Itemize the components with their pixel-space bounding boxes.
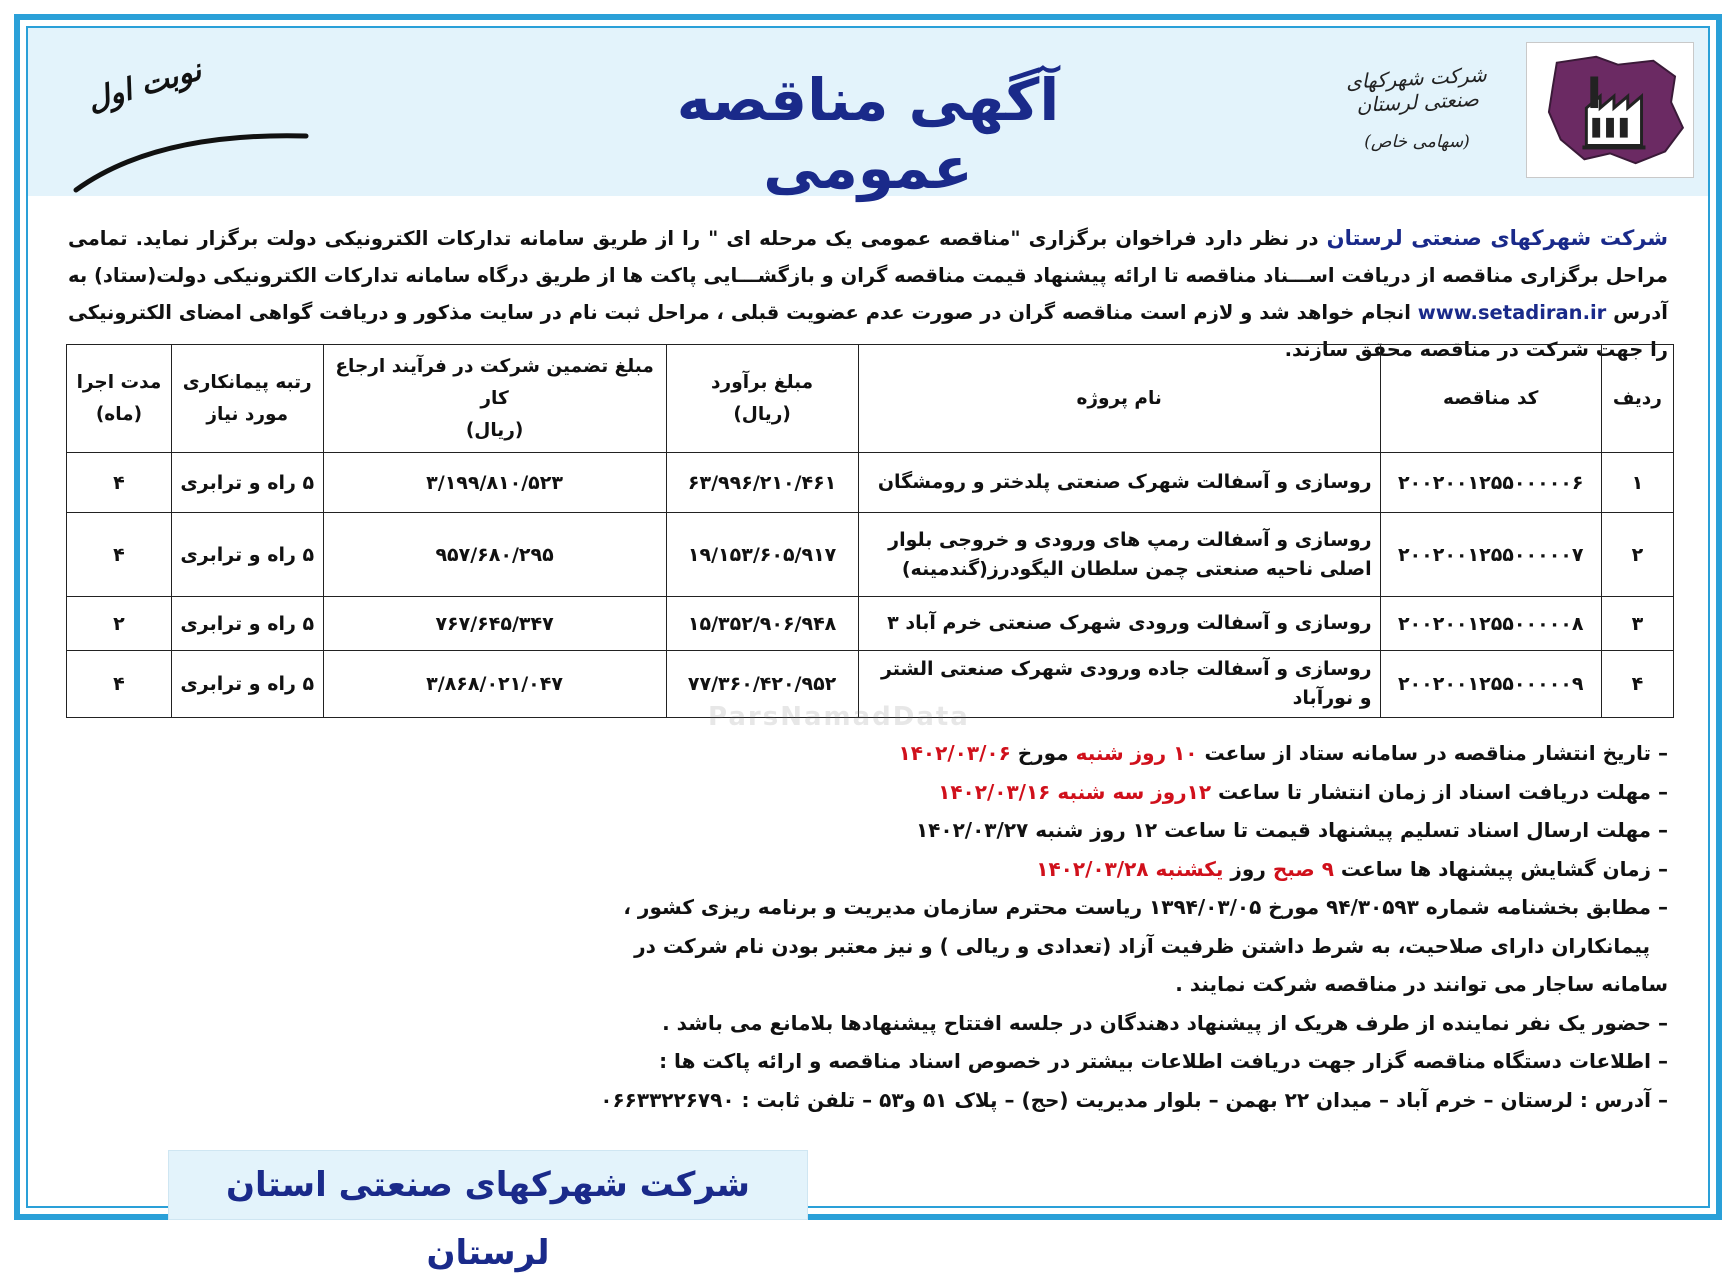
intro-text-1: در نظر دارد فراخوان برگزاری "مناقصه عمومی یک مرحله ای " را از طریق سامانه تدارکات الکترونیکی دولت برگزار نماید. تمامی مراحل برگزاری مناقصه از دریافت اســـناد مناقصه تا ارائه پیشنهاد قیمت مناقصه گران و بازگشـــایی پاکت ها از طریق درگاه سامانه تدارکات الکترونیکی دولت(ستاد) به آدرس — [68, 227, 1668, 324]
factory-map-logo-icon — [1527, 43, 1693, 177]
setadiran-link[interactable]: www.setadiran.ir — [1417, 301, 1607, 324]
header-project: نام پروژه — [858, 345, 1380, 453]
cell-row-number: ۱ — [1601, 453, 1673, 513]
page-title: آگهی مناقصه عمومی — [676, 66, 1060, 202]
cell-estimate: ۱۹/۱۵۳/۶۰۵/۹۱۷ — [666, 513, 858, 597]
detail-publish-date-value: ۱۴۰۲/۰۳/۰۶ — [898, 741, 1011, 765]
detail-publish-b: مورخ — [1010, 741, 1076, 765]
footer-company-name: شرکت شهرکهای صنعتی استان لرستان — [226, 1165, 750, 1273]
cell-grade: ۵ راه و ترابری — [171, 453, 323, 513]
detail-open-red2: یکشنبه ۱۴۰۲/۰۳/۲۸ — [1036, 856, 1224, 881]
detail-open-b: روز — [1223, 856, 1273, 881]
header-estimate — [666, 345, 858, 453]
header-grade: رتبه پیمانکاری مورد نیاز — [171, 345, 323, 453]
cell-code: ۲۰۰۲۰۰۱۲۵۵۰۰۰۰۰۸ — [1380, 597, 1601, 651]
details-list — [88, 734, 1668, 1119]
cell-grade: ۵ راه و ترابری — [171, 597, 323, 651]
cell-estimate: ۱۵/۳۵۲/۹۰۶/۹۴۸ — [666, 597, 858, 651]
cell-project: روسازی و آسفالت رمپ های ورودی و خروجی بلوار اصلی ناحیه صنعتی چمن سلطان الیگودرز(گندمینه) — [858, 513, 1380, 597]
tenders-table — [66, 344, 1674, 718]
table-row — [67, 513, 1674, 597]
header-guarantee — [323, 345, 666, 453]
detail-circular-1: – مطابق بخشنامه شماره ۹۴/۳۰۵۹۳ مورخ ۱۳۹۴/۰۳/۰۵ ریاست محترم سازمان مدیریت و برنامه ریزی کشور ، — [623, 895, 1668, 919]
cell-estimate: ۷۷/۳۶۰/۴۲۰/۹۵۲ — [666, 651, 858, 718]
header-duration-label: مدت اجرا — [76, 371, 162, 393]
cell-duration: ۴ — [67, 651, 172, 718]
detail-circular-2: پیمانکاران دارای صلاحیت، به شرط داشتن ظرفیت آزاد (تعدادی و ریالی ) و نیز معتبر بودن نام شرکت در — [634, 933, 1650, 958]
cell-duration: ۲ — [67, 597, 172, 651]
header-duration-unit: (ماه) — [95, 403, 143, 425]
footer-company-box — [168, 1150, 808, 1273]
header-guarantee-label: مبلغ تضمین شرکت در فرآیند ارجاع کار — [335, 355, 654, 409]
cell-row-number: ۲ — [1601, 513, 1673, 597]
cell-row-number: ۳ — [1601, 597, 1673, 651]
cell-code: ۲۰۰۲۰۰۱۲۵۵۰۰۰۰۰۷ — [1380, 513, 1601, 597]
header-band — [28, 28, 1708, 202]
table-row — [67, 597, 1674, 651]
detail-publish-red: ۱۰ روز شنبه — [1075, 741, 1198, 765]
company-signature-type: (سهامی خاص) — [1364, 132, 1470, 152]
cell-row-number: ۴ — [1601, 651, 1673, 718]
company-signature — [1322, 62, 1512, 152]
detail-publish-date — [88, 734, 1668, 773]
company-logo — [1526, 42, 1694, 178]
detail-open-a: – زمان گشایش پیشنهاد ها ساعت — [1333, 856, 1668, 881]
cell-project: روسازی و آسفالت شهرک صنعتی پلدختر و رومشگان — [858, 453, 1380, 513]
detail-address: – آدرس : لرستان – خرم آباد – میدان ۲۲ بهمن – بلوار مدیریت (حج) – پلاک ۵۱ و۵۳ – تلفن ثابت : ۰۶۶۳۳۲۲۶۷۹۰ — [600, 1087, 1668, 1112]
header-duration — [67, 345, 172, 453]
cell-guarantee: ۳/۸۶۸/۰۲۱/۰۴۷ — [323, 651, 666, 718]
cell-duration: ۴ — [67, 513, 172, 597]
intro-company: شرکت شهرکهای صنعتی لرستان — [1326, 226, 1668, 250]
table-header-row — [67, 345, 1674, 453]
cell-duration: ۴ — [67, 453, 172, 513]
header-row-number: ردیف — [1601, 345, 1673, 453]
notice-page — [14, 14, 1722, 1273]
intro-text-2: انجام خواهد شد و لازم است مناقصه گران در صورت عدم عضویت قبلی ، مراحل ثبت نام در سایت مذکور و دریافت گواهی امضای الکترونیکی را جهت شرکت در مناقصه محقق سازند. — [68, 301, 1668, 361]
detail-open-red1: ۹ صبح — [1272, 856, 1334, 881]
cell-guarantee: ۳/۱۹۹/۸۱۰/۵۲۳ — [323, 453, 666, 513]
cell-project: روسازی و آسفالت جاده ورودی شهرک صنعتی الشتر و نورآباد — [858, 651, 1380, 718]
cell-grade: ۵ راه و ترابری — [171, 651, 323, 718]
header-code: کد مناقصه — [1380, 345, 1601, 453]
cell-guarantee: ۹۵۷/۶۸۰/۲۹۵ — [323, 513, 666, 597]
detail-opening-time — [88, 850, 1668, 889]
table-row — [67, 453, 1674, 513]
header-estimate-label: مبلغ برآورد — [711, 371, 814, 393]
detail-submit-deadline: – مهلت ارسال اسناد تسلیم پیشنهاد قیمت تا ساعت ۱۲ روز شنبه ۱۴۰۲/۰۳/۲۷ — [915, 818, 1668, 842]
detail-publish-a: – تاریخ انتشار مناقصه در سامانه ستاد از ساعت — [1197, 741, 1668, 765]
watermark-text: ParsNamadData — [708, 702, 970, 732]
cell-estimate: ۶۳/۹۹۶/۲۱۰/۴۶۱ — [666, 453, 858, 513]
detail-circular-3: سامانه ساجار می توانند در مناقصه شرکت نمایند . — [1175, 972, 1668, 996]
notice-inner-frame — [26, 26, 1710, 1273]
cell-guarantee: ۷۶۷/۶۴۵/۳۴۷ — [323, 597, 666, 651]
cell-grade: ۵ راه و ترابری — [171, 513, 323, 597]
cell-code: ۲۰۰۲۰۰۱۲۵۵۰۰۰۰۰۹ — [1380, 651, 1601, 718]
turn-label: نوبت اول — [83, 52, 206, 119]
detail-receive-red: ۱۲روز سه شنبه ۱۴۰۲/۰۳/۱۶ — [938, 779, 1212, 804]
detail-receive-a: – مهلت دریافت اسناد از زمان انتشار تا ساعت — [1211, 779, 1668, 804]
cell-code: ۲۰۰۲۰۰۱۲۵۵۰۰۰۰۰۶ — [1380, 453, 1601, 513]
cell-project: روسازی و آسفالت ورودی شهرک صنعتی خرم آباد ۳ — [858, 597, 1380, 651]
company-signature-name: شرکت شهرکهای صنعتی لرستان — [1345, 62, 1488, 118]
turn-curve-decoration — [66, 118, 326, 198]
detail-attendance: – حضور یک نفر نماینده از طرف هریک از پیشنهاد دهندگان در جلسه افتتاح پیشنهادها بلامانع می باشد . — [662, 1010, 1668, 1035]
header-guarantee-unit: (ریال) — [465, 419, 524, 441]
detail-info: – اطلاعات دستگاه مناقصه گزار جهت دریافت اطلاعات بیشتر در خصوص اسناد مناقصه و ارائه پاکت ها : — [659, 1049, 1668, 1073]
header-estimate-unit: (ریال) — [733, 403, 791, 425]
detail-receive-deadline — [88, 773, 1668, 812]
